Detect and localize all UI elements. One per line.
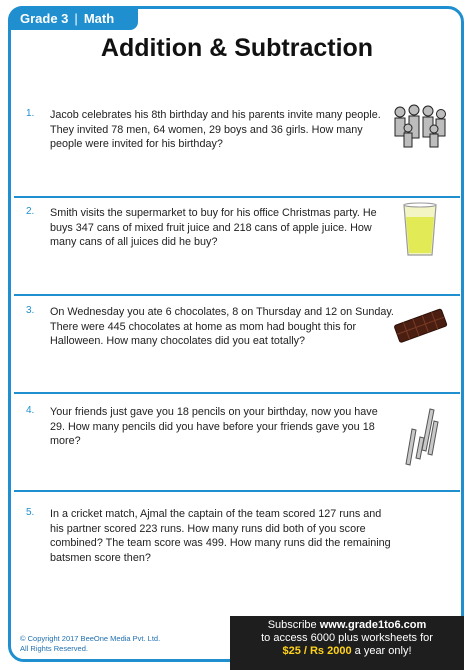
subject-label: Math	[83, 10, 115, 26]
divider	[14, 490, 460, 492]
promo-subscribe-text: Subscribe	[267, 619, 320, 631]
pencils-icon	[390, 405, 450, 469]
question-number: 2.	[26, 206, 35, 217]
chocolate-bar-icon	[390, 299, 450, 349]
juice-glass-icon	[390, 200, 450, 256]
divider	[14, 392, 460, 394]
subscribe-promo-banner[interactable]	[230, 616, 464, 670]
question-number: 4.	[26, 405, 35, 416]
question-number: 5.	[26, 507, 35, 518]
copyright-line: © Copyright 2017 BeeOne Media Pvt. Ltd.	[20, 634, 161, 643]
promo-price: $25 / Rs 2000	[282, 645, 352, 657]
promo-line-2: to access 6000 plus worksheets for	[261, 632, 433, 644]
question-text: Your friends just gave you 18 pencils on your birthday, now you have 29. How many pencils did you have before your friends gave you 18 more?	[50, 406, 378, 447]
page-title: Addition & Subtraction	[100, 34, 374, 62]
promo-line-1	[230, 619, 464, 632]
people-icon	[390, 102, 450, 152]
divider	[14, 196, 460, 198]
divider	[14, 294, 460, 296]
question-text: On Wednesday you ate 6 chocolates, 8 on Thursday and 12 on Sunday. There were 445 chocolates at home as mom had bought this for Halloween. How many chocolates did you eat totally?	[50, 306, 394, 347]
question-text: Jacob celebrates his 8th birthday and his parents invite many people. They invited 78 men, 64 women, 29 boys and 36 girls. How many people were invited for his birthday?	[50, 109, 381, 150]
question-number: 1.	[26, 108, 35, 119]
question-text: Smith visits the supermarket to buy for his office Christmas party. He buys 347 cans of mixed fruit juice and 218 cans of apple juice. How many cans of all juices did he buy?	[50, 207, 377, 248]
grade-subject-tab	[8, 6, 138, 30]
promo-line-3	[230, 645, 464, 658]
promo-site-link[interactable]: www.grade1to6.com	[319, 619, 427, 631]
question-text: In a cricket match, Ajmal the captain of the team scored 127 runs and his partner scored 223 runs. How many runs did both of you score combined? The team score was 499. How many runs did the remaining batsmen score then?	[50, 508, 391, 564]
promo-tail: a year only!	[351, 645, 412, 657]
grade-label: Grade 3	[20, 10, 69, 26]
tab-separator: |	[74, 10, 78, 26]
copyright-line: All Rights Reserved.	[20, 644, 88, 653]
question-number: 3.	[26, 305, 35, 316]
copyright	[20, 634, 160, 654]
